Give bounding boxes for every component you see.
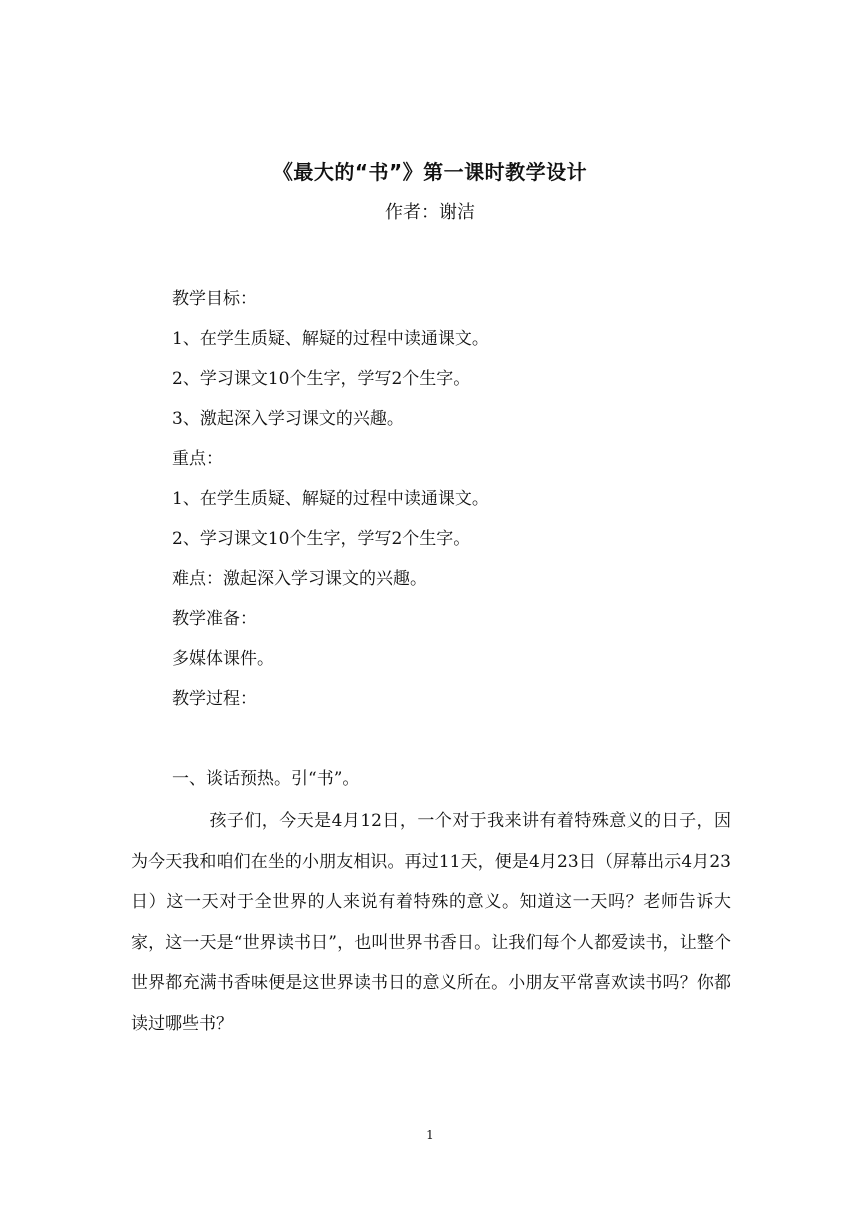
key-points-heading: 重点： xyxy=(172,449,223,469)
preparation-heading: 教学准备： xyxy=(172,609,257,629)
body-paragraph xyxy=(131,801,731,1044)
key-point-2: 2、学习课文10个生字，学写2个生字。 xyxy=(172,529,471,549)
process-heading: 教学过程： xyxy=(172,689,257,709)
teaching-objectives-heading: 教学目标： xyxy=(172,289,257,309)
objective-3: 3、激起深入学习课文的兴趣。 xyxy=(172,409,404,429)
difficult-point: 难点：激起深入学习课文的兴趣。 xyxy=(172,569,427,589)
objective-1: 1、在学生质疑、解疑的过程中读通课文。 xyxy=(172,329,489,349)
document-title: 《最大的“书”》第一课时教学设计 xyxy=(272,160,588,184)
preparation-item: 多媒体课件。 xyxy=(172,649,274,669)
section-heading: 一、谈话预热。引“书”。 xyxy=(172,769,360,789)
key-point-1: 1、在学生质疑、解疑的过程中读通课文。 xyxy=(172,489,489,509)
document-author: 作者：谢洁 xyxy=(385,202,475,223)
page-number: 1 xyxy=(426,1128,434,1142)
objective-2: 2、学习课文10个生字，学写2个生字。 xyxy=(172,369,471,389)
paragraph-text: 孩子们，今天是4月12日，一个对于我来讲有着特殊意义的日子，因为今天我和咱们在坐的小朋友相识。再过11天，便是4月23日（屏幕出示4月23日）这一天对于全世界的人来说有着特殊的意义。知道这一天吗？老师告诉大家，这一天是“世界读书日”，也叫世界书香日。让我们每个人都爱读书，让整个世界都充满书香味便是这世界读书日的意义所在。小朋友平常喜欢读书吗？你都读过哪些书？ xyxy=(131,811,731,1034)
